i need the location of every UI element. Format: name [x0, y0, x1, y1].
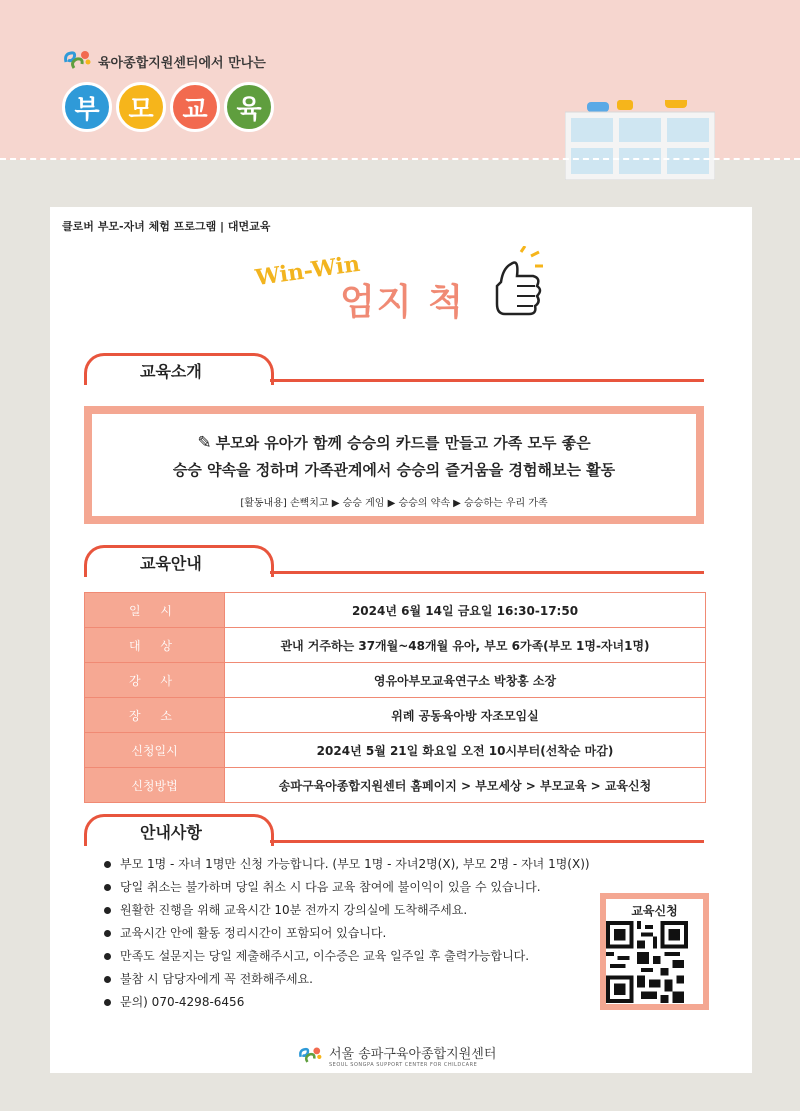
pencil-icon: ✎ [197, 433, 212, 453]
footer-logo [297, 1043, 496, 1068]
qr-application-box[interactable] [600, 893, 709, 1010]
toy-shelf-illustration [565, 100, 715, 180]
list-item: 당일 취소는 불가하며 당일 취소 시 다음 교육 참여에 불이익이 있을 수 있습니다. [104, 876, 590, 899]
guide-section-header [84, 545, 704, 577]
header-subtitle: 육아종합지원센터에서 만나는 [98, 55, 266, 71]
row-value: 2024년 5월 21일 화요일 오전 10시부터(선착순 마감) [225, 733, 706, 768]
center-logo-icon [62, 48, 92, 74]
center-logo-icon [297, 1045, 323, 1067]
table-row [85, 733, 706, 768]
notice-list [104, 853, 590, 1014]
header-logo-row [62, 48, 266, 74]
list-item: 불참 시 담당자에게 꼭 전화해주세요. [104, 968, 590, 991]
row-key: 신청방법 [85, 768, 225, 803]
winwin-label: Win-Win [253, 250, 362, 292]
intro-heading: 교육소개 [140, 362, 202, 381]
thumbs-up-icon [483, 246, 553, 332]
title-char-2: 모 [116, 82, 166, 132]
intro-line-1: 부모와 유아가 함께 승승의 카드를 만들고 가족 모두 좋은 [215, 434, 591, 452]
row-value: 2024년 6월 14일 금요일 16:30-17:50 [225, 593, 706, 628]
row-value: 송파구육아종합지원센터 홈페이지 > 부모세상 > 부모교육 > 교육신청 [225, 768, 706, 803]
intro-line-2: 승승 약속을 정하며 가족관계에서 승승의 즐거움을 경험해보는 활동 [172, 461, 616, 479]
list-item: 원활한 진행을 위해 교육시간 10분 전까지 강의실에 도착해주세요. [104, 899, 590, 922]
title-char-1: 부 [62, 82, 112, 132]
list-item: 만족도 설문지는 당일 제출해주시고, 이수증은 교육 일주일 후 출력가능합니다. [104, 945, 590, 968]
table-row [85, 768, 706, 803]
row-key: 신청일시 [85, 733, 225, 768]
table-row [85, 663, 706, 698]
table-row [85, 698, 706, 733]
title-circles [62, 82, 274, 132]
row-key: 강 사 [85, 663, 225, 698]
footer-name: 서울 송파구육아종합지원센터 [329, 1047, 497, 1062]
list-item: 교육시간 안에 활동 정리시간이 포함되어 있습니다. [104, 922, 590, 945]
footer-english: SEOUL SONGPA SUPPORT CENTER FOR CHILDCARE [329, 1062, 478, 1068]
list-item: 문의) 070-4298-6456 [104, 991, 590, 1014]
header-banner [0, 0, 800, 160]
title-char-3: 교 [170, 82, 220, 132]
table-row [85, 593, 706, 628]
guide-heading: 교육안내 [140, 554, 202, 573]
row-value: 영유아부모교육연구소 박창홍 소장 [225, 663, 706, 698]
table-row [85, 628, 706, 663]
row-value: 위례 공동육아방 자조모임실 [225, 698, 706, 733]
notice-heading: 안내사항 [140, 823, 202, 842]
row-value: 관내 거주하는 37개월~48개월 유아, 부모 6가족(부모 1명-자녀1명) [225, 628, 706, 663]
row-key: 대 상 [85, 628, 225, 663]
program-title: 엄지 척 [340, 282, 465, 323]
program-line: 클로버 부모-자녀 체험 프로그램 | 대면교육 [62, 220, 271, 233]
row-key: 일 시 [85, 593, 225, 628]
intro-section-header [84, 353, 704, 385]
qr-code-icon[interactable] [606, 921, 688, 1003]
intro-activities: [활동내용] 손뼉치고 ▶ 승승 게임 ▶ 승승의 약속 ▶ 승승하는 우리 가족 [240, 498, 548, 509]
row-key: 장 소 [85, 698, 225, 733]
qr-label: 교육신청 [631, 904, 678, 918]
list-item: 부모 1명 - 자녀 1명만 신청 가능합니다. (부모 1명 - 자녀2명(X), 부모 2명 - 자녀 1명(X)) [104, 853, 590, 876]
guide-table [84, 592, 706, 803]
header-dashed-divider [0, 158, 800, 160]
intro-box [84, 406, 704, 524]
title-char-4: 육 [224, 82, 274, 132]
notice-section-header [84, 814, 704, 846]
